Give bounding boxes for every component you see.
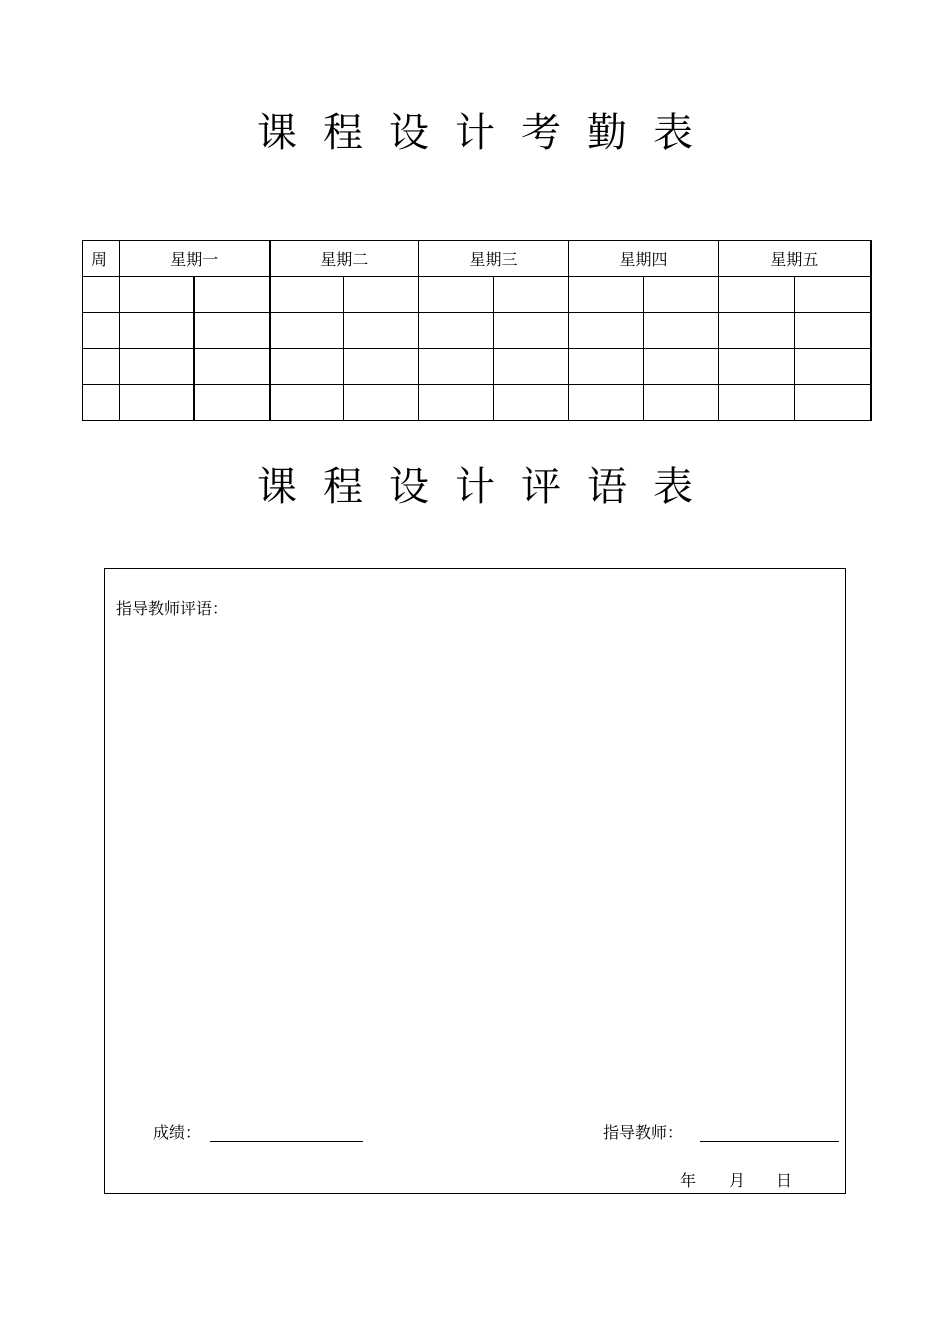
- week-header: 周: [83, 241, 120, 277]
- attendance-row: [83, 385, 871, 421]
- header-tuesday: 星期二: [270, 241, 419, 277]
- comment-box[interactable]: [104, 568, 846, 1194]
- attendance-cell[interactable]: [644, 277, 719, 313]
- teacher-signature-field[interactable]: [700, 1141, 839, 1142]
- header-friday: 星期五: [719, 241, 871, 277]
- attendance-cell[interactable]: [270, 385, 344, 421]
- attendance-cell[interactable]: [719, 277, 795, 313]
- date-year-label: 年: [680, 1171, 697, 1190]
- grade-label: 成绩：: [153, 1123, 202, 1142]
- header-monday: 星期一: [120, 241, 270, 277]
- attendance-cell[interactable]: [419, 313, 494, 349]
- week-cell[interactable]: [83, 277, 120, 313]
- attendance-cell[interactable]: [719, 313, 795, 349]
- attendance-cell[interactable]: [344, 385, 419, 421]
- attendance-cell[interactable]: [194, 385, 270, 421]
- week-cell[interactable]: [83, 313, 120, 349]
- attendance-cell[interactable]: [795, 349, 871, 385]
- attendance-cell[interactable]: [494, 349, 569, 385]
- attendance-cell[interactable]: [644, 349, 719, 385]
- week-cell[interactable]: [83, 349, 120, 385]
- comment-label: 指导教师评语：: [116, 599, 229, 618]
- attendance-cell[interactable]: [194, 313, 270, 349]
- attendance-cell[interactable]: [494, 313, 569, 349]
- attendance-row: [83, 313, 871, 349]
- attendance-cell[interactable]: [569, 313, 644, 349]
- attendance-table: [82, 240, 872, 421]
- attendance-cell[interactable]: [569, 385, 644, 421]
- attendance-cell[interactable]: [494, 277, 569, 313]
- attendance-cell[interactable]: [120, 349, 194, 385]
- attendance-cell[interactable]: [795, 277, 871, 313]
- attendance-cell[interactable]: [795, 313, 871, 349]
- attendance-cell[interactable]: [719, 349, 795, 385]
- comments-title: 课程设计评语表: [257, 464, 719, 510]
- attendance-cell[interactable]: [270, 277, 344, 313]
- attendance-header-row: [83, 241, 871, 277]
- date-month-label: 月: [729, 1171, 746, 1190]
- attendance-cell[interactable]: [494, 385, 569, 421]
- attendance-cell[interactable]: [419, 277, 494, 313]
- attendance-cell[interactable]: [120, 385, 194, 421]
- attendance-title: 课程设计考勤表: [257, 110, 719, 156]
- header-wednesday: 星期三: [419, 241, 569, 277]
- header-thursday: 星期四: [569, 241, 719, 277]
- week-cell[interactable]: [83, 385, 120, 421]
- date-day-label: 日: [776, 1171, 793, 1190]
- attendance-cell[interactable]: [120, 313, 194, 349]
- attendance-cell[interactable]: [194, 349, 270, 385]
- attendance-row: [83, 349, 871, 385]
- attendance-cell[interactable]: [644, 385, 719, 421]
- attendance-cell[interactable]: [569, 349, 644, 385]
- attendance-cell[interactable]: [795, 385, 871, 421]
- attendance-cell[interactable]: [419, 385, 494, 421]
- attendance-cell[interactable]: [344, 349, 419, 385]
- attendance-cell[interactable]: [644, 313, 719, 349]
- teacher-label: 指导教师：: [603, 1123, 684, 1142]
- attendance-cell[interactable]: [569, 277, 644, 313]
- attendance-row: [83, 277, 871, 313]
- attendance-cell[interactable]: [270, 349, 344, 385]
- attendance-cell[interactable]: [719, 385, 795, 421]
- attendance-cell[interactable]: [194, 277, 270, 313]
- attendance-cell[interactable]: [344, 277, 419, 313]
- grade-field[interactable]: [210, 1141, 363, 1142]
- attendance-cell[interactable]: [270, 313, 344, 349]
- attendance-cell[interactable]: [120, 277, 194, 313]
- attendance-cell[interactable]: [419, 349, 494, 385]
- attendance-cell[interactable]: [344, 313, 419, 349]
